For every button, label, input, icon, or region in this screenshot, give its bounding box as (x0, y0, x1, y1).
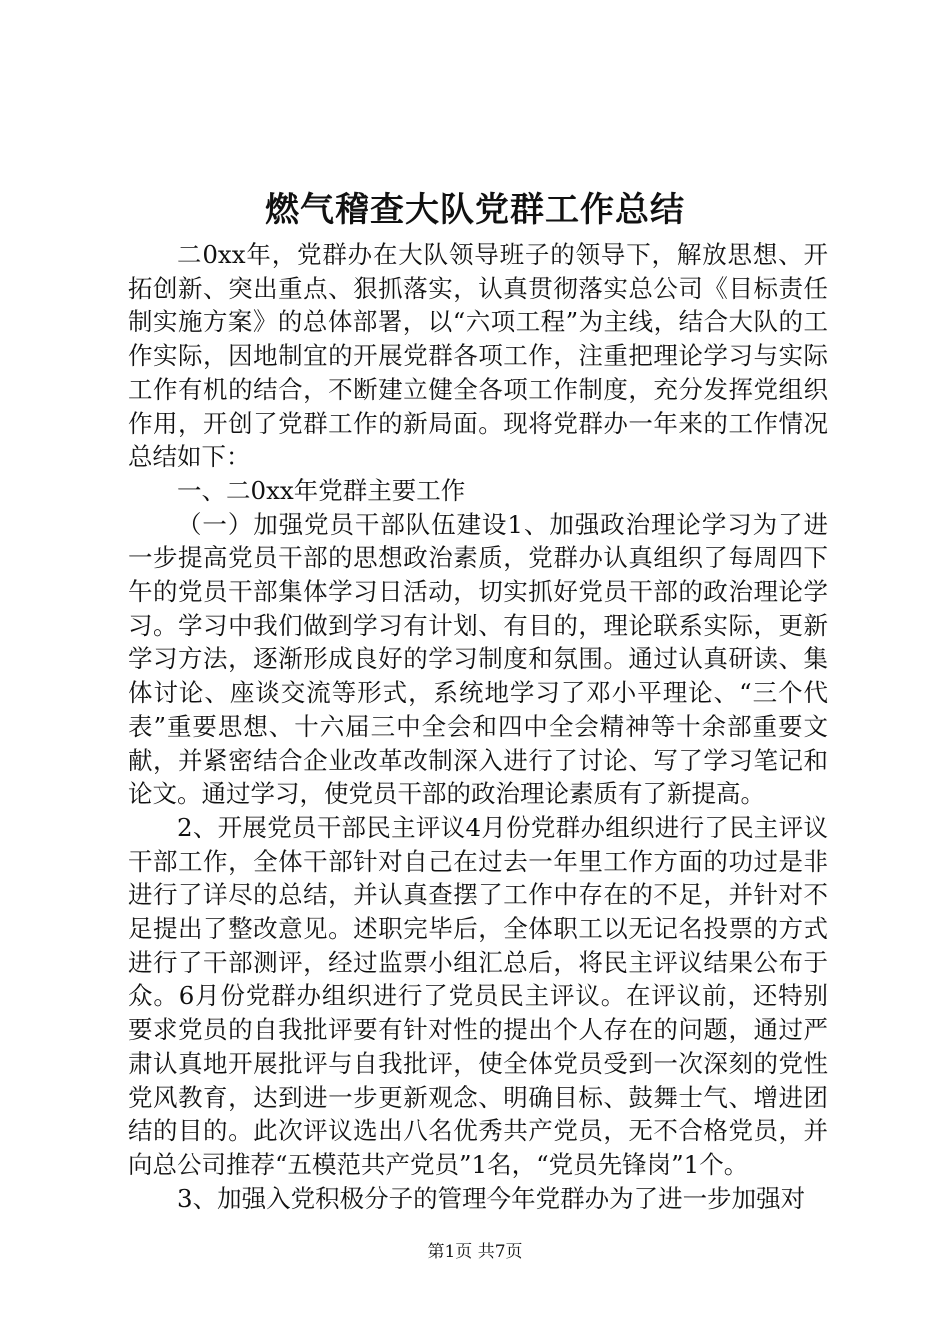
page-number-footer: 第1页 共7页 (427, 1242, 523, 1262)
paragraph-activists: 3、加强入党积极分子的管理今年党群办为了进一步加强对 (177, 1183, 806, 1213)
document-body (128, 238, 828, 1215)
document-title: 燃气稽查大队党群工作总结 (265, 190, 685, 230)
paragraph-intro: 二0xx年，党群办在大队领导班子的领导下，解放思想、开拓创新、突出重点、狠抓落实，认真贯彻落实总公司《目标责任制实施方案》的总体部署，以“六项工程”为主线，结合大队的工作实际，因地制宜的开展党群各项工作，注重把理论学习与实际工作有机的结合，不断建立健全各项工作制度，充分发挥党组织作用，开创了党群工作的新局面。现将党群办一年来的工作情况总结如下： (128, 240, 828, 472)
paragraph-evaluation: 2、开展党员干部民主评议4月份党群办组织进行了民主评议干部工作，全体干部针对自己在过去一年里工作方面的功过是非进行了详尽的总结，并认真查摆了工作中存在的不足，并针对不足提出了整改意见。述职完毕后，全体职工以无记名投票的方式进行了干部测评，经过监票小组汇总后，将民主评议结果公布于众。6月份党群办组织进行了党员民主评议。在评议前，还特别要求党员的自我批评要有针对性的提出个人存在的问题，通过严肃认真地开展批评与自我批评，使全体党员受到一次深刻的党性党风教育，达到进一步更新观念、明确目标、鼓舞士气、增进团结的目的。此次评议选出八名优秀共产党员，无不合格党员，并向总公司推荐“五模范共产党员”1名，“党员先锋岗”1个。 (128, 812, 828, 1179)
paragraph-study: （一）加强党员干部队伍建设1、加强政治理论学习为了进一步提高党员干部的思想政治素质，党群办认真组织了每周四下午的党员干部集体学习日活动，切实抓好党员干部的政治理论学习。学习中我们做到学习有计划、有目的，理论联系实际，更新学习方法，逐渐形成良好的学习制度和氛围。通过认真研读、集体讨论、座谈交流等形式，系统地学习了邓小平理论、“三个代表”重要思想、十六届三中全会和四中全会精神等十余部重要文献，并紧密结合企业改革改制深入进行了讨论、写了学习笔记和论文。通过学习，使党员干部的政治理论素质有了新提高。 (128, 509, 828, 809)
section-heading: 一、二0xx年党群主要工作 (177, 475, 466, 505)
